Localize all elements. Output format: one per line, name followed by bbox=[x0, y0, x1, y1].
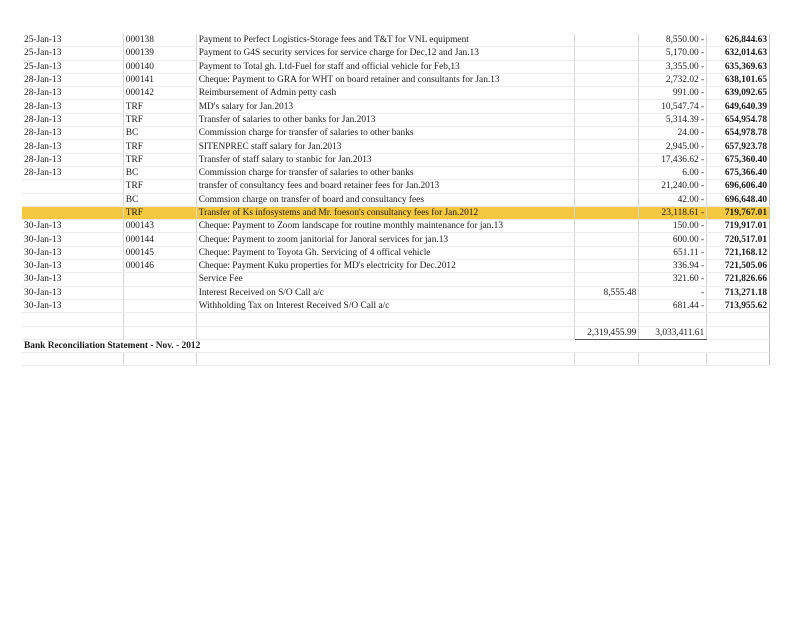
cell-date: 28-Jan-13 bbox=[22, 153, 123, 166]
ledger-row bbox=[22, 87, 770, 100]
cell-balance: 713,271.18 bbox=[707, 286, 770, 299]
cell-ref: 000144 bbox=[123, 233, 196, 246]
cell-credit: 24.00 - bbox=[639, 127, 707, 140]
ledger-row bbox=[22, 140, 770, 153]
cell-date: 30-Jan-13 bbox=[22, 233, 123, 246]
cell-credit: 21,240.00 - bbox=[639, 180, 707, 193]
cell-credit: 2,945.00 - bbox=[639, 140, 707, 153]
ledger-row bbox=[22, 60, 770, 73]
cell-balance: 696,648.40 bbox=[707, 193, 770, 206]
cell-ref: 000145 bbox=[123, 246, 196, 259]
cell-description: Transfer of staff salary to stanbic for Jan.2013 bbox=[196, 153, 574, 166]
ledger-row bbox=[22, 220, 770, 233]
cell-credit: 991.00 - bbox=[639, 87, 707, 100]
cell-balance: 654,978.78 bbox=[707, 127, 770, 140]
cell-ref: TRF bbox=[123, 180, 196, 193]
cell-ref: 000138 bbox=[123, 34, 196, 47]
cell-balance: 721,505.06 bbox=[707, 260, 770, 273]
cell-date bbox=[22, 180, 123, 193]
cell-balance: 649,640.39 bbox=[707, 100, 770, 113]
cell-date: 28-Jan-13 bbox=[22, 113, 123, 126]
ledger-row bbox=[22, 100, 770, 113]
ledger-row bbox=[22, 127, 770, 140]
cell-description: Transfer of salaries to other banks for Jan.2013 bbox=[196, 113, 574, 126]
cell-balance: 639,092.65 bbox=[707, 87, 770, 100]
cell-balance: 719,767.01 bbox=[707, 206, 770, 219]
cell-description: Cheque: Payment to zoom janitorial for Janoral services for jan.13 bbox=[196, 233, 574, 246]
cell-debit bbox=[574, 246, 639, 259]
cell-balance: 635,369.63 bbox=[707, 60, 770, 73]
cell-debit bbox=[574, 140, 639, 153]
total-credit: 3,033,411.61 bbox=[639, 326, 707, 339]
cell-description: Withholding Tax on Interest Received S/O Call a/c bbox=[196, 299, 574, 312]
cell-credit: 321.60 - bbox=[639, 273, 707, 286]
cell-date: 30-Jan-13 bbox=[22, 286, 123, 299]
cell-credit: 2,732.02 - bbox=[639, 73, 707, 86]
ledger-row bbox=[22, 166, 770, 179]
cell-ref: 000141 bbox=[123, 73, 196, 86]
cell-debit bbox=[574, 153, 639, 166]
ledger-row bbox=[22, 273, 770, 286]
blank-row bbox=[22, 313, 770, 326]
cell-debit bbox=[574, 166, 639, 179]
cell-debit bbox=[574, 73, 639, 86]
cell-date: 30-Jan-13 bbox=[22, 260, 123, 273]
cell-description: Payment to G4S security services for service charge for Dec,12 and Jan.13 bbox=[196, 47, 574, 60]
cell-date: 30-Jan-13 bbox=[22, 220, 123, 233]
cell-debit bbox=[574, 206, 639, 219]
cell-balance: 654,954.78 bbox=[707, 113, 770, 126]
cell-debit bbox=[574, 299, 639, 312]
ledger-row bbox=[22, 286, 770, 299]
cell-debit bbox=[574, 273, 639, 286]
cell-date: 25-Jan-13 bbox=[22, 47, 123, 60]
cell-balance: 675,366.40 bbox=[707, 166, 770, 179]
cell-balance: 657,923.78 bbox=[707, 140, 770, 153]
ledger-row bbox=[22, 47, 770, 60]
cell-date: 30-Jan-13 bbox=[22, 273, 123, 286]
cell-debit bbox=[574, 127, 639, 140]
cell-date: 25-Jan-13 bbox=[22, 60, 123, 73]
cell-description: Commission charge for transfer of salaries to other banks bbox=[196, 166, 574, 179]
cell-balance: 713,955.62 bbox=[707, 299, 770, 312]
blank-row bbox=[22, 353, 770, 366]
cell-debit bbox=[574, 220, 639, 233]
cell-description: transfer of consultancy fees and board retainer fees for Jan.2013 bbox=[196, 180, 574, 193]
cell-date: 30-Jan-13 bbox=[22, 299, 123, 312]
cell-debit bbox=[574, 34, 639, 47]
cell-description: Cheque: Payment Kuku properties for MD's electricity for Dec.2012 bbox=[196, 260, 574, 273]
cell-date bbox=[22, 193, 123, 206]
cell-ref: TRF bbox=[123, 100, 196, 113]
cell-description: Commsion charge on transfer of board and consultancy fees bbox=[196, 193, 574, 206]
cell-credit: 17,436.62 - bbox=[639, 153, 707, 166]
cell-credit: 600.00 - bbox=[639, 233, 707, 246]
cell-debit bbox=[574, 193, 639, 206]
cell-description: Payment to Perfect Logistics-Storage fees and T&T for VNL equipment bbox=[196, 34, 574, 47]
cell-date bbox=[22, 206, 123, 219]
cell-ref bbox=[123, 299, 196, 312]
cell-ref: TRF bbox=[123, 206, 196, 219]
cell-ref: TRF bbox=[123, 140, 196, 153]
cell-ref: 000140 bbox=[123, 60, 196, 73]
cell-balance: 720,517.01 bbox=[707, 233, 770, 246]
cell-ref: 000139 bbox=[123, 47, 196, 60]
cell-ref: 000142 bbox=[123, 87, 196, 100]
cell-description: MD's salary for Jan.2013 bbox=[196, 100, 574, 113]
cell-debit bbox=[574, 113, 639, 126]
cell-credit: 10,547.74 - bbox=[639, 100, 707, 113]
ledger-row bbox=[22, 34, 770, 47]
cell-description: Service Fee bbox=[196, 273, 574, 286]
cell-balance: 632,014.63 bbox=[707, 47, 770, 60]
cell-date: 28-Jan-13 bbox=[22, 166, 123, 179]
cell-ref: BC bbox=[123, 166, 196, 179]
cell-ref: TRF bbox=[123, 153, 196, 166]
cell-credit: 8,550.00 - bbox=[639, 34, 707, 47]
cell-debit bbox=[574, 100, 639, 113]
cell-ref: BC bbox=[123, 127, 196, 140]
cell-ref: 000146 bbox=[123, 260, 196, 273]
ledger-row bbox=[22, 193, 770, 206]
cell-balance: 719,917.01 bbox=[707, 220, 770, 233]
cell-debit bbox=[574, 87, 639, 100]
ledger-row bbox=[22, 260, 770, 273]
total-debit: 2,319,455.99 bbox=[574, 326, 639, 339]
cell-description: SITENPREC staff salary for Jan.2013 bbox=[196, 140, 574, 153]
cell-debit: 8,555.48 bbox=[574, 286, 639, 299]
cell-balance: 675,360.40 bbox=[707, 153, 770, 166]
ledger-row bbox=[22, 73, 770, 86]
cell-credit: 336.94 - bbox=[639, 260, 707, 273]
cell-date: 28-Jan-13 bbox=[22, 100, 123, 113]
cell-date: 28-Jan-13 bbox=[22, 87, 123, 100]
ledger-row bbox=[22, 180, 770, 193]
cell-description: Commission charge for transfer of salaries to other banks bbox=[196, 127, 574, 140]
cell-credit: 3,355.00 - bbox=[639, 60, 707, 73]
cell-debit bbox=[574, 260, 639, 273]
section-title-row bbox=[22, 339, 770, 352]
cell-credit: 681.44 - bbox=[639, 299, 707, 312]
highlighted-ledger-row bbox=[22, 206, 770, 219]
cell-credit: 651.11 - bbox=[639, 246, 707, 259]
cell-debit bbox=[574, 180, 639, 193]
cell-debit bbox=[574, 60, 639, 73]
cell-debit bbox=[574, 233, 639, 246]
ledger-row bbox=[22, 113, 770, 126]
cell-date: 28-Jan-13 bbox=[22, 127, 123, 140]
cell-ref bbox=[123, 286, 196, 299]
ledger-row bbox=[22, 246, 770, 259]
cell-date: 25-Jan-13 bbox=[22, 34, 123, 47]
cell-balance: 638,101.65 bbox=[707, 73, 770, 86]
section-title: Bank Reconciliation Statement - Nov. - 2012 bbox=[22, 339, 770, 352]
cell-balance: 721,168.12 bbox=[707, 246, 770, 259]
cell-description: Cheque: Payment to Zoom landscape for routine monthly maintenance for jan.13 bbox=[196, 220, 574, 233]
cell-ref bbox=[123, 273, 196, 286]
cell-description: Cheque: Payment to GRA for WHT on board retainer and consultants for Jan.13 bbox=[196, 73, 574, 86]
cell-description: Reimbursement of Admin petty cash bbox=[196, 87, 574, 100]
cell-ref: BC bbox=[123, 193, 196, 206]
ledger-table bbox=[22, 34, 770, 366]
ledger-row bbox=[22, 299, 770, 312]
cell-debit bbox=[574, 47, 639, 60]
cell-credit: 5,314.39 - bbox=[639, 113, 707, 126]
cell-credit: 5,170.00 - bbox=[639, 47, 707, 60]
ledger-body bbox=[22, 34, 770, 313]
cell-date: 30-Jan-13 bbox=[22, 246, 123, 259]
cell-description: Cheque: Payment to Toyota Gh. Servicing of 4 offical vehicle bbox=[196, 246, 574, 259]
totals-row bbox=[22, 326, 770, 339]
cell-balance: 696,606.40 bbox=[707, 180, 770, 193]
cell-credit: - bbox=[639, 286, 707, 299]
cell-description: Payment to Total gh. Ltd-Fuel for staff and official vehicle for Feb,13 bbox=[196, 60, 574, 73]
ledger-row bbox=[22, 233, 770, 246]
cell-credit: 6.00 - bbox=[639, 166, 707, 179]
cell-credit: 150.00 - bbox=[639, 220, 707, 233]
cell-ref: 000143 bbox=[123, 220, 196, 233]
cell-date: 28-Jan-13 bbox=[22, 73, 123, 86]
cell-balance: 721,826.66 bbox=[707, 273, 770, 286]
cell-ref: TRF bbox=[123, 113, 196, 126]
cell-date: 28-Jan-13 bbox=[22, 140, 123, 153]
cell-description: Interest Received on S/O Call a/c bbox=[196, 286, 574, 299]
cell-description: Transfer of Ks infosystems and Mr. foeson's consultancy fees for Jan.2012 bbox=[196, 206, 574, 219]
cell-credit: 23,118.61 - bbox=[639, 206, 707, 219]
ledger-row bbox=[22, 153, 770, 166]
cell-credit: 42.00 - bbox=[639, 193, 707, 206]
cell-balance: 626,844.63 bbox=[707, 34, 770, 47]
